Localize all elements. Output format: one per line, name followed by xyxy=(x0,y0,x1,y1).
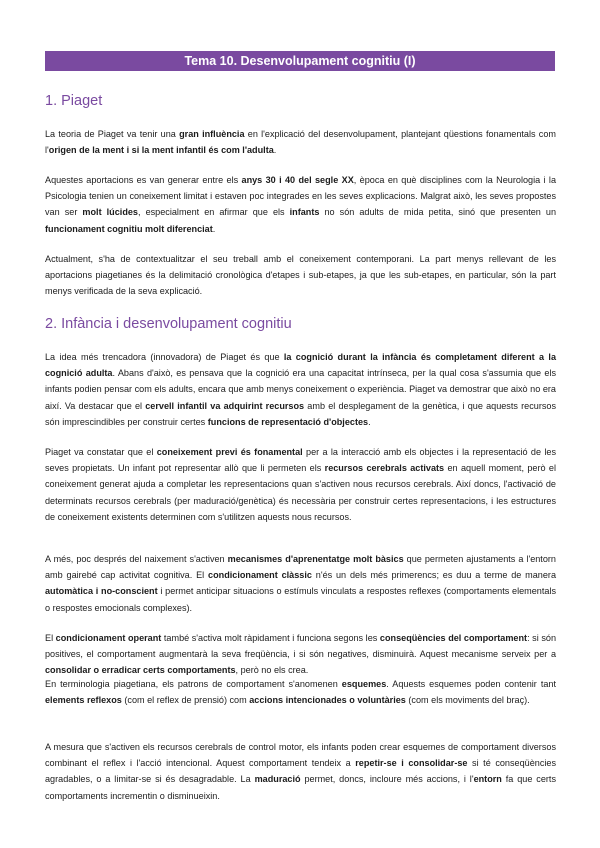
text-run: que permeten ajustaments a l'entorn amb gairebé cap activitat cognitiva. El xyxy=(45,554,556,581)
text-run: Actualment, s'ha de contextualitzar el seu treball amb el coneixement contemporani. La part menys rellevant de les aportacions piagetianes és la delimitació cronològica d'etapes i sub-etapes, ja que les sub-etapes, en particular, són la part menys verificada de la seva explicació. xyxy=(45,254,556,297)
text-run: amb el desplegament de la genètica, i que aquests recursos són imprescindibles per construir certes xyxy=(45,400,556,427)
text-run: : si són positives, el comportament augmentarà la seva freqüència, i si són negatives, disminuirà. Aquest mecanisme serveix per a xyxy=(45,633,556,660)
text-run: La teoria de Piaget va tenir una xyxy=(45,129,180,139)
paragraph xyxy=(45,444,556,525)
text-run: , però no els crea. xyxy=(235,665,309,676)
bold-text: condicionament clàssic xyxy=(208,570,312,581)
bold-text: conseqüències del comportament xyxy=(379,633,528,643)
bold-text: funcionament cognitiu molt diferenciat xyxy=(45,223,213,234)
text-run: en l'explicació del desenvolupament, plantejant qüestions fonamentals com l' xyxy=(45,129,556,156)
bold-text: molt lúcides xyxy=(82,207,138,218)
paragraph xyxy=(45,172,556,237)
text-run: , especialment en afirmar que els xyxy=(138,207,290,218)
text-run: La idea més trencadora (innovadora) de Piaget és que xyxy=(45,352,284,362)
bold-text: origen de la ment i si la ment infantil és com l'adulta xyxy=(48,145,274,156)
text-run: En terminologia piagetiana, els patrons de comportament s'anomenen xyxy=(45,679,342,689)
text-run: no són adults de mida petita, sinó que presenten un xyxy=(319,207,556,218)
paragraph xyxy=(45,551,556,616)
bold-text: mecanismes d'aprenentatge molt bàsics xyxy=(227,554,404,564)
bold-text: anys 30 i 40 del segle XX xyxy=(241,175,354,185)
bold-text: maduració xyxy=(254,774,301,785)
text-run: , època en què disciplines com la Neurologia i la Psicologia tenien un coneixement limitat i estaven poc integrades en les seves explicacions. Malgrat això, les seves propostes van ser xyxy=(45,175,557,218)
text-run: A mesura que s'activen els recursos cerebrals de control motor, els infants poden crear esquemes de comportament diversos combinant el reflex i l'acció intencional. Aquest comportament tendeix a xyxy=(45,742,556,769)
bold-text: infants xyxy=(289,207,320,218)
text-run: fa que certs comportaments incrementin o disminueixin. xyxy=(45,774,556,801)
bold-text: coneixement previ és fonamental xyxy=(156,447,303,457)
text-run: A més, poc després del naixement s'activen xyxy=(45,554,228,564)
bold-text: repetir-se i consolidar-se xyxy=(355,758,468,769)
section-heading-piaget: 1. Piaget xyxy=(45,93,103,109)
paragraph xyxy=(45,630,556,679)
text-run: si té conseqüències agradables, o a limitar-se si és desagradable. La xyxy=(45,758,556,785)
text-run: (com els moviments del braç). xyxy=(405,695,530,706)
paragraph xyxy=(45,126,556,158)
bold-text: accions intencionades o voluntàries xyxy=(249,695,406,706)
bold-text: automàtica i no-conscient xyxy=(45,586,158,597)
text-run: (com el reflex de prensió) com xyxy=(121,695,250,706)
text-run: per a la interacció amb els objectes i la representació de les seves propietats. Un infant pot representar allò que li permeten els xyxy=(45,447,556,474)
bold-text: condicionament operant xyxy=(55,633,162,643)
bold-text: esquemes xyxy=(341,679,387,689)
text-run: i permet anticipar situacions o estímuls vinculats a respostes reflexes (comportaments elementals o respostes emocionals complexes). xyxy=(45,586,556,613)
page-title: Tema 10. Desenvolupament cognitiu (I) xyxy=(45,51,555,71)
paragraph xyxy=(45,676,556,708)
text-run: Piaget va constatar que el xyxy=(45,447,157,457)
text-run: en aquell moment, però el coneixement generat ajuda a completar les representacions quan s'activen nous recursos cerebrals. Així doncs, l'activació de determinats recursos cerebrals (per maduració/genètica) és necessària per construir certes representacions, i les estructures de coneixement existents determinen com s'utilitzen aquests nous recursos. xyxy=(45,463,556,522)
bold-text: funcions de representació d'objectes xyxy=(207,416,369,427)
bold-text: elements reflexos xyxy=(45,695,122,706)
text-run: n'és un dels més primerencs; es duu a terme de manera xyxy=(311,570,557,581)
text-run: . Aquests esquemes poden contenir tant xyxy=(386,679,557,689)
text-run: també s'activa molt ràpidament i funciona segons les xyxy=(161,633,380,643)
text-run: . Abans d'això, es pensava que la cognició era una capacitat intrínseca, per la qual cosa s'assumia que els infants podien pensar com els adults, encara que amb menys coneixement o experiència. Piaget va demostrar que això no era així. Va destacar que el xyxy=(45,368,556,411)
text-run: . xyxy=(212,223,216,234)
bold-text: cervell infantil va adquirint recursos xyxy=(145,400,305,411)
paragraph xyxy=(45,251,556,300)
paragraph xyxy=(45,349,556,430)
text-run: . xyxy=(368,416,371,427)
text-run: El xyxy=(45,633,56,643)
text-run: Aquestes aportacions es van generar entre els xyxy=(45,175,242,185)
paragraph xyxy=(45,739,556,804)
bold-text: la cognició durant la infància és completament diferent a la cognició adulta xyxy=(45,352,557,379)
bold-text: entorn xyxy=(473,774,502,785)
bold-text: gran influència xyxy=(179,129,245,139)
text-run: . xyxy=(273,145,277,156)
section-heading-infancia: 2. Infància i desenvolupament cognitiu xyxy=(45,316,292,332)
text-run: permet, doncs, incloure més accions, i l' xyxy=(300,774,474,785)
bold-text: consolidar o erradicar certs comportaments xyxy=(45,665,236,676)
bold-text: recursos cerebrals activats xyxy=(324,463,445,474)
